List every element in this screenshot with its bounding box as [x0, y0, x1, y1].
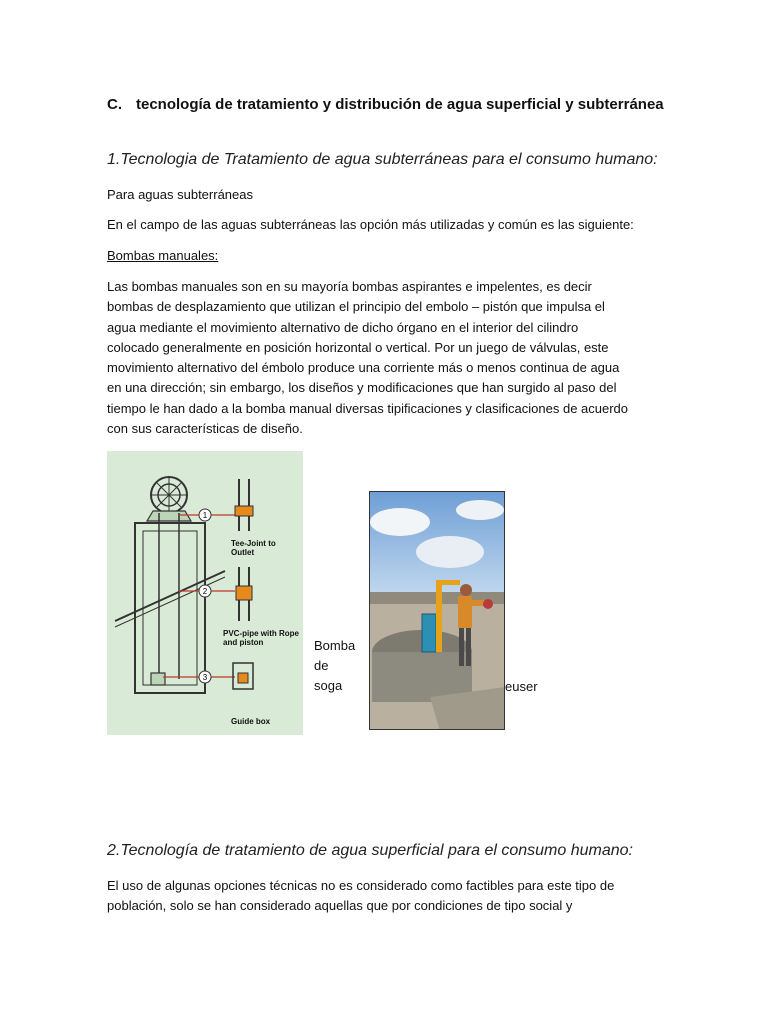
rope-pump-illustration — [107, 451, 303, 735]
section-letter: C. — [107, 96, 122, 113]
callout-number: 1 — [202, 511, 208, 520]
section-heading — [107, 93, 667, 116]
caption-partial: euser — [505, 679, 538, 694]
caption-bomba-de-soga: Bomba de soga — [314, 638, 356, 693]
body-line: con sus características de diseño. — [107, 421, 303, 437]
closing-line: población, solo se han considerado aquellas que por condiciones de tipo social y — [107, 898, 573, 914]
heading-surface-water: 2.Tecnología de tratamiento de agua superficial para el consumo humano: — [107, 842, 633, 859]
hand-pump-photo — [369, 491, 505, 730]
heading-groundwater: 1.Tecnologia de Tratamiento de agua subterráneas para el consumo humano: — [107, 151, 658, 168]
closing-paragraph — [107, 876, 667, 917]
body-line: Las bombas manuales son en su mayoría bombas aspirantes e impelentes, es decir — [107, 279, 592, 294]
photo-illustration — [370, 492, 505, 730]
body-line: bombas de desplazamiento que utilizan el principio del embolo – pistón que impulsa el — [107, 299, 605, 315]
guide-box-label: Guide box — [231, 717, 271, 726]
subheading-bombas: Bombas manuales: — [107, 248, 219, 263]
body-line: colocado generalmente en posición horizontal o vertical. Por un juego de válvulas, este — [107, 339, 609, 355]
pvc-pipe-label: PVC-pipe with Rope and piston — [223, 629, 299, 647]
rope-pump-diagram — [107, 451, 303, 735]
body-line: en una dirección; sin embargo, los diseños y modificaciones que han surgido al paso del — [107, 380, 617, 396]
tee-joint-label: Tee-Joint to Outlet — [231, 539, 276, 557]
body-paragraph — [107, 277, 667, 439]
callout-number: 3 — [202, 673, 208, 682]
body-line: agua mediante el movimiento alternativo de dicho órgano en el interior del cilindro — [107, 319, 579, 335]
body-line: tiempo le han dado a la bomba manual diversas tipificaciones y clasificaciones de acuerdo — [107, 400, 629, 416]
callout-number: 2 — [202, 587, 208, 596]
para-aguas: Para aguas subterráneas — [107, 187, 253, 202]
closing-line: El uso de algunas opciones técnicas no es considerado como factibles para este tipo de — [107, 878, 615, 893]
body-line: movimiento alternativo del émbolo produce una corriente más o menos continua de agua — [107, 360, 620, 376]
intro-paragraph: En el campo de las aguas subterráneas las opción más utilizadas y común es las siguiente: — [107, 217, 634, 232]
section-title: tecnología de tratamiento y distribución de agua superficial y subterránea — [136, 96, 664, 113]
